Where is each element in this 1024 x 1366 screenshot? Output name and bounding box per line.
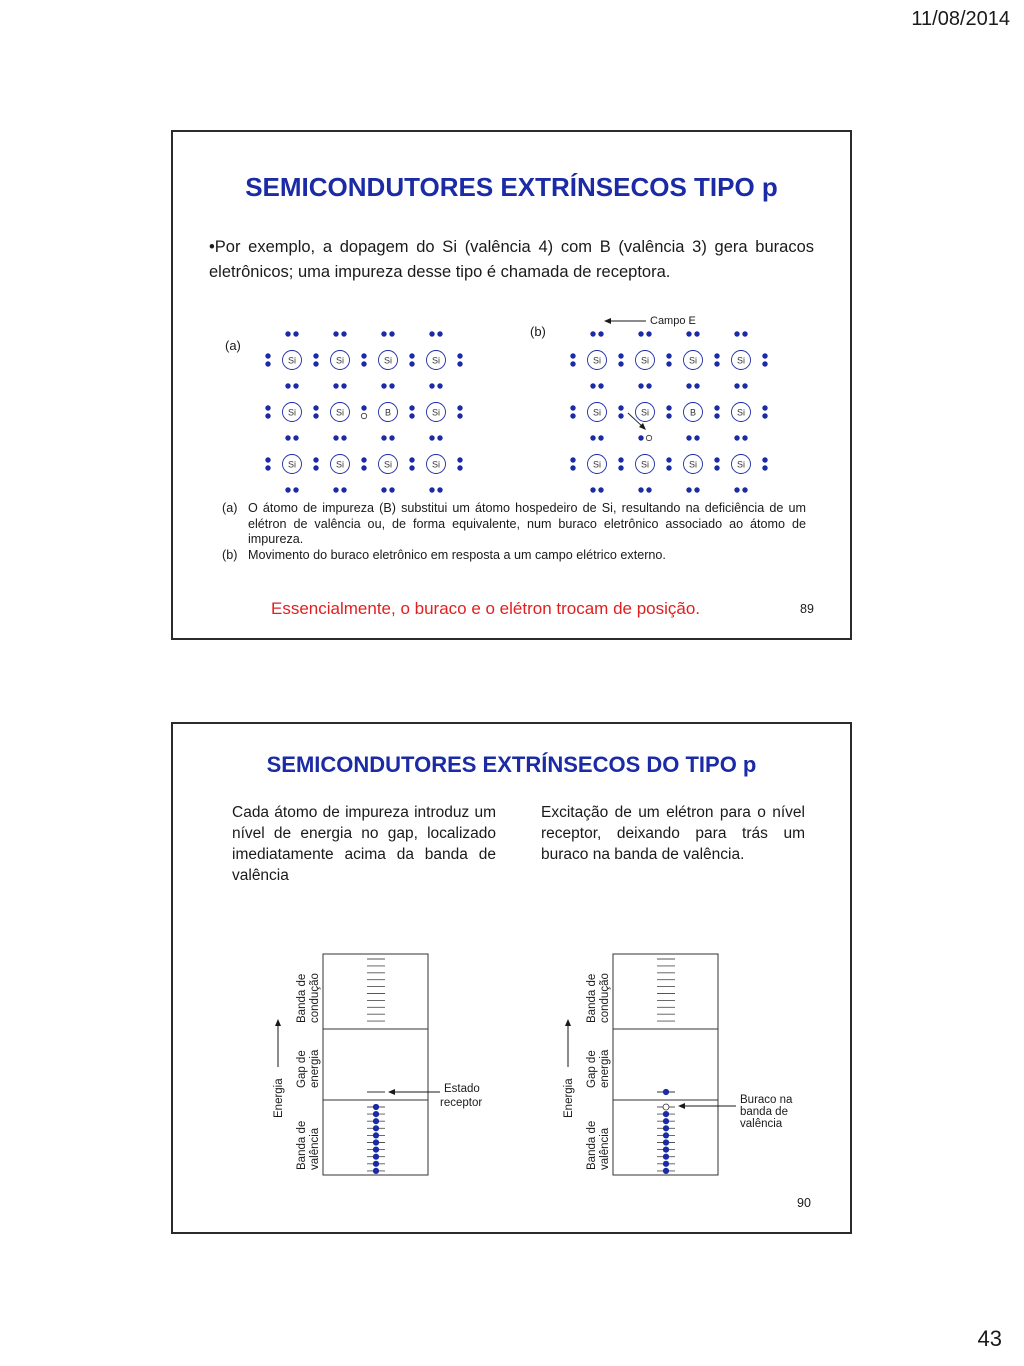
caption-text: Movimento do buraco eletrônico em resposta a um campo elétrico externo. <box>248 547 666 562</box>
valence-electron <box>686 435 691 440</box>
band-label: Banda de <box>296 1120 308 1170</box>
valence-electron <box>313 405 318 410</box>
valence-electron <box>590 383 595 388</box>
valence-electron <box>663 1147 669 1153</box>
intro-text: •Por exemplo, a dopagem do Si (valência 4) com B (valência 3) gera buracos eletrônicos; uma impureza desse tipo é chamada de receptora. <box>209 238 814 281</box>
valence-electron <box>742 435 747 440</box>
conduction-levels <box>367 959 385 1021</box>
valence-electron <box>638 331 643 336</box>
atom-symbol: Si <box>688 355 698 366</box>
valence-electron <box>734 383 739 388</box>
emphasis-text: Essencialmente, o buraco e o elétron trocam de posição. <box>271 599 701 618</box>
valence-electron <box>285 331 290 336</box>
field-label: Campo E <box>650 315 696 327</box>
callout-label: valência <box>740 1118 783 1130</box>
energy-arrow-head <box>275 1019 281 1026</box>
slide-89 <box>171 130 852 640</box>
valence-electron <box>437 487 442 492</box>
boron-atom <box>379 403 398 422</box>
valence-electron <box>373 1154 379 1160</box>
slide-title: SEMICONDUTORES EXTRÍNSECOS TIPO p <box>245 172 778 202</box>
valence-electron <box>313 353 318 358</box>
valence-electron <box>638 487 643 492</box>
band-label: energia <box>599 1049 611 1088</box>
valence-electron <box>409 465 414 470</box>
silicon-atom <box>636 351 655 370</box>
valence-electron <box>598 383 603 388</box>
conduction-levels <box>657 959 675 1021</box>
silicon-atom <box>732 351 751 370</box>
atom-symbol: Si <box>383 459 393 470</box>
axis-labels <box>563 973 611 1170</box>
page-date: 11/08/2014 <box>911 8 1010 30</box>
valence-electron <box>429 383 434 388</box>
left-column-text: Cada átomo de impureza introduz um nível de energia no gap, localizado imediatamente acima da banda de valência <box>232 804 496 884</box>
valence-electron <box>742 487 747 492</box>
valence-electron <box>714 353 719 358</box>
band-label: Banda de <box>586 1120 598 1170</box>
valence-electron <box>714 457 719 462</box>
valence-electron <box>666 413 671 418</box>
valence-electron <box>437 435 442 440</box>
valence-electron <box>429 435 434 440</box>
energy-arrow-head <box>565 1019 571 1026</box>
valence-electron <box>666 405 671 410</box>
silicon-atom <box>684 455 703 474</box>
boron-atom <box>684 403 703 422</box>
valence-electron <box>285 383 290 388</box>
valence-electron <box>666 353 671 358</box>
valence-electron <box>293 435 298 440</box>
valence-electron <box>361 405 366 410</box>
atom-symbol: Si <box>335 355 345 366</box>
valence-electron <box>373 1161 379 1167</box>
valence-electron <box>409 405 414 410</box>
energy-label: Energia <box>273 1078 285 1118</box>
valence-electron <box>762 405 767 410</box>
valence-electron <box>570 457 575 462</box>
silicon-atom <box>379 351 398 370</box>
atom-symbol: Si <box>736 407 746 418</box>
slide-title: SEMICONDUTORES EXTRÍNSECOS DO TIPO p <box>266 752 757 777</box>
atom-symbol: Si <box>287 407 297 418</box>
valence-electron <box>333 383 338 388</box>
callout-arrow-head <box>678 1103 685 1109</box>
valence-electron <box>361 465 366 470</box>
silicon-atom <box>732 403 751 422</box>
figure-captions <box>222 501 806 563</box>
silicon-atom <box>427 403 446 422</box>
valence-electron <box>714 361 719 366</box>
valence-electron <box>333 435 338 440</box>
atom-symbol: Si <box>431 459 441 470</box>
valence-electron <box>646 383 651 388</box>
valence-electron <box>265 353 270 358</box>
valence-electron <box>663 1154 669 1160</box>
valence-electron <box>666 465 671 470</box>
valence-electron <box>333 487 338 492</box>
valence-electron <box>742 331 747 336</box>
right-column-text: Excitação de um elétron para o nível receptor, deixando para trás um buraco na banda de valência. <box>541 804 805 863</box>
valence-electron <box>389 487 394 492</box>
silicon-atom <box>588 403 607 422</box>
valence-electron <box>734 487 739 492</box>
valence-electron <box>409 413 414 418</box>
valence-electron <box>618 457 623 462</box>
valence-electron <box>341 331 346 336</box>
silicon-atom <box>427 455 446 474</box>
valence-electron <box>663 1168 669 1174</box>
valence-electron <box>694 331 699 336</box>
valence-electron <box>666 361 671 366</box>
valence-electron <box>293 487 298 492</box>
valence-electron <box>373 1139 379 1145</box>
valence-electron <box>590 487 595 492</box>
band-label: valência <box>309 1127 321 1170</box>
valence-electron <box>618 353 623 358</box>
band-diagram-hole <box>558 949 808 1184</box>
page-number: 43 <box>977 1326 1002 1351</box>
valence-electron <box>293 331 298 336</box>
valence-electron <box>373 1125 379 1131</box>
atom-symbol: Si <box>592 407 602 418</box>
valence-electron <box>437 331 442 336</box>
valence-electron <box>663 1132 669 1138</box>
valence-electron <box>429 331 434 336</box>
energy-label: Energia <box>563 1078 575 1118</box>
valence-electron <box>618 465 623 470</box>
electron-hole <box>646 435 651 440</box>
valence-electron <box>373 1104 379 1110</box>
atom-symbol: B <box>384 407 392 418</box>
valence-electron <box>663 1111 669 1117</box>
valence-electron <box>457 353 462 358</box>
valence-electron <box>714 405 719 410</box>
slide-number: 89 <box>800 602 814 616</box>
valence-electron <box>293 383 298 388</box>
valence-electron <box>373 1168 379 1174</box>
valence-electron <box>570 465 575 470</box>
valence-electron <box>313 457 318 462</box>
atom-symbol: Si <box>287 459 297 470</box>
band-label: valência <box>599 1127 611 1170</box>
valence-electron <box>714 465 719 470</box>
valence-electron <box>265 413 270 418</box>
valence-electron <box>265 405 270 410</box>
callout-label: receptor <box>440 1097 483 1109</box>
valence-electron <box>409 353 414 358</box>
axis-labels <box>273 973 321 1170</box>
valence-electron <box>381 383 386 388</box>
valence-electron <box>457 465 462 470</box>
caption-tag: (a) <box>222 501 238 515</box>
valence-electron <box>598 487 603 492</box>
valence-electron <box>457 361 462 366</box>
band-label: Gap de <box>296 1050 308 1088</box>
atom-symbol: Si <box>640 355 650 366</box>
atom-symbol: Si <box>335 407 345 418</box>
field-arrow-head <box>604 318 611 324</box>
panel-label-a: (a) <box>225 338 241 353</box>
valence-electron <box>381 331 386 336</box>
valence-electron <box>361 353 366 358</box>
valence-electron <box>285 487 290 492</box>
valence-electron <box>638 435 643 440</box>
valence-electron <box>694 487 699 492</box>
valence-electron <box>714 413 719 418</box>
valence-electron <box>265 465 270 470</box>
callout-label: Estado <box>444 1083 480 1095</box>
valence-electron <box>618 413 623 418</box>
valence-electron <box>341 383 346 388</box>
band-label: condução <box>599 973 611 1023</box>
valence-electron <box>333 331 338 336</box>
silicon-atom <box>588 351 607 370</box>
valence-electron <box>762 465 767 470</box>
silicon-atom <box>684 351 703 370</box>
valence-electron <box>429 487 434 492</box>
caption-text: O átomo de impureza (B) substitui um átomo hospedeiro de Si, resultando na deficiência de um elétron de valência ou, de forma equivalente, num buraco eletrônico associado ao átomo de impureza. <box>248 501 806 546</box>
valence-electron <box>457 413 462 418</box>
silicon-atom <box>283 351 302 370</box>
valence-electron <box>570 405 575 410</box>
valence-hole <box>663 1104 669 1110</box>
slide-90 <box>171 722 852 1234</box>
valence-electron <box>265 361 270 366</box>
valence-electron <box>570 353 575 358</box>
atom-symbol: Si <box>335 459 345 470</box>
valence-electron <box>590 435 595 440</box>
valence-electron <box>694 435 699 440</box>
valence-electron <box>373 1111 379 1117</box>
band-label: energia <box>309 1049 321 1088</box>
band-label: Banda de <box>586 973 598 1023</box>
valence-electron <box>686 331 691 336</box>
caption-tag: (b) <box>222 547 238 562</box>
atom-symbol: Si <box>383 355 393 366</box>
valence-electron <box>734 331 739 336</box>
valence-electron <box>570 361 575 366</box>
valence-electron <box>663 1125 669 1131</box>
slide-number: 90 <box>797 1196 811 1210</box>
atom-symbol: Si <box>736 355 746 366</box>
band-label: Gap de <box>586 1050 598 1088</box>
valence-electron <box>457 405 462 410</box>
valence-electron <box>341 487 346 492</box>
atom-symbol: Si <box>640 459 650 470</box>
silicon-atom <box>331 403 350 422</box>
valence-electron <box>570 413 575 418</box>
valence-electron <box>313 413 318 418</box>
valence-electron <box>762 413 767 418</box>
band-label: Banda de <box>296 973 308 1023</box>
valence-electron <box>663 1118 669 1124</box>
valence-electron <box>313 465 318 470</box>
valence-electron <box>638 383 643 388</box>
atom-symbol: Si <box>431 355 441 366</box>
valence-electron <box>734 435 739 440</box>
valence-electron <box>694 383 699 388</box>
valence-electron <box>389 383 394 388</box>
atom-symbol: Si <box>431 407 441 418</box>
valence-electron <box>373 1147 379 1153</box>
silicon-atom <box>732 455 751 474</box>
valence-electron <box>313 361 318 366</box>
valence-electron <box>663 1139 669 1145</box>
valence-electron <box>598 435 603 440</box>
valence-electron <box>373 1118 379 1124</box>
valence-electron <box>381 435 386 440</box>
valence-electron <box>265 457 270 462</box>
valence-electron <box>361 361 366 366</box>
valence-electron <box>409 457 414 462</box>
valence-electron <box>381 487 386 492</box>
band-label: condução <box>309 973 321 1023</box>
valence-electron <box>686 383 691 388</box>
silicon-atom <box>379 455 398 474</box>
caption-a <box>222 501 806 548</box>
valence-electron <box>285 435 290 440</box>
valence-electron <box>389 331 394 336</box>
band-diagram-receptor <box>268 949 508 1184</box>
silicon-atom <box>427 351 446 370</box>
caption-b <box>222 548 806 564</box>
silicon-atom <box>588 455 607 474</box>
callout-arrow-head <box>388 1089 395 1095</box>
silicon-atom <box>283 403 302 422</box>
valence-electron <box>618 361 623 366</box>
silicon-atom <box>636 455 655 474</box>
atom-symbol: Si <box>736 459 746 470</box>
electron-hole <box>361 413 366 418</box>
valence-electron <box>598 331 603 336</box>
silicon-atom <box>331 455 350 474</box>
excited-electron <box>663 1089 669 1095</box>
valence-electron <box>361 457 366 462</box>
atom-symbol: Si <box>287 355 297 366</box>
lattice-diagram-a <box>213 318 513 498</box>
valence-electron <box>409 361 414 366</box>
valence-levels <box>367 1104 385 1174</box>
lattice-diagram-b <box>518 310 818 498</box>
valence-electron <box>762 353 767 358</box>
callout-label: Buraco na <box>740 1094 793 1106</box>
panel-label-b: (b) <box>530 324 546 339</box>
valence-electron <box>618 405 623 410</box>
silicon-atom <box>636 403 655 422</box>
atom-symbol: Si <box>592 355 602 366</box>
callout-label: banda de <box>740 1106 788 1118</box>
valence-electron <box>646 487 651 492</box>
valence-electron <box>666 457 671 462</box>
silicon-atom <box>283 455 302 474</box>
valence-electron <box>437 383 442 388</box>
atom-symbol: Si <box>640 407 650 418</box>
valence-electron <box>762 361 767 366</box>
valence-electron <box>686 487 691 492</box>
valence-electron <box>762 457 767 462</box>
valence-electron <box>457 457 462 462</box>
atom-symbol: Si <box>688 459 698 470</box>
valence-electron <box>389 435 394 440</box>
atom-symbol: Si <box>592 459 602 470</box>
valence-electron <box>742 383 747 388</box>
valence-electron <box>646 331 651 336</box>
valence-levels <box>657 1104 675 1174</box>
valence-electron <box>590 331 595 336</box>
silicon-atom <box>331 351 350 370</box>
valence-electron <box>373 1132 379 1138</box>
valence-electron <box>341 435 346 440</box>
valence-electron <box>663 1161 669 1167</box>
atom-symbol: B <box>689 407 697 418</box>
